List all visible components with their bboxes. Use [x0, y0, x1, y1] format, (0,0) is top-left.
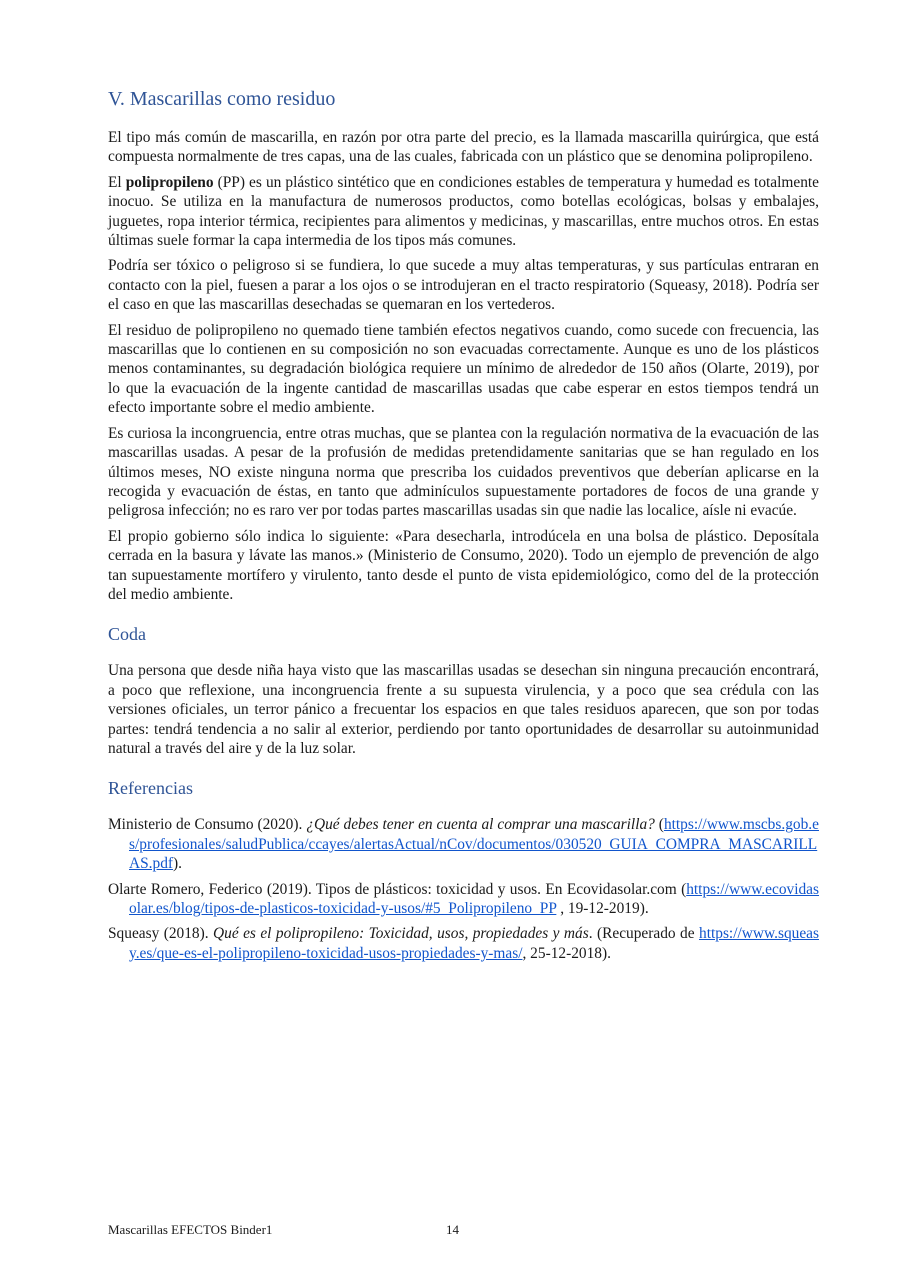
coda-paragraph: Una persona que desde niña haya visto que las mascarillas usadas se desechan sin ninguna precaución encontrará, a poco que reflexione, una incongruencia frente a su supuesta virulencia, y a poco que sea crédula con las versiones oficiales, un terror pánico a frecuentar los espacios en que tales residuos aparecen, que son por todas partes: tendrá tendencia a no salir al exterior, perdiendo por tanto oportunidades de desarrollar su autoinmunidad natural a través del aire y de la luz solar. — [108, 662, 819, 757]
section-title: V. Mascarillas como residuo — [108, 88, 336, 110]
coda-heading: Coda — [108, 624, 146, 645]
paragraph-2-prefix: El — [108, 173, 126, 191]
reference-punct: , 25-12-2018). — [522, 944, 611, 962]
reference-item — [108, 880, 819, 919]
paragraph-1: El tipo más común de mascarilla, en razón por otra parte del precio, es la llamada mascarilla quirúrgica, que está compuesta normalmente de tres capas, una de las cuales, fabricada con un plástico que se denomina polipropileno. — [108, 129, 819, 166]
footer-doc-name: Mascarillas EFECTOS Binder1 — [108, 1222, 273, 1237]
reference-author: Olarte Romero, Federico (2019). Tipos de plásticos: toxicidad y usos. En Ecovidasolar.com ( — [108, 880, 687, 898]
reference-link[interactable]: https://www.ecovidasolar.es/blog/tipos-de-plasticos-toxicidad-y-usos/#5_Polipropileno_PP — [129, 880, 819, 917]
paragraph-3: Podría ser tóxico o peligroso si se fundiera, lo que sucede a muy altas temperaturas, y sus partículas entraran en contacto con la piel, fuesen a parar a los ojos o se introdujeran en el tracto respiratorio (Squeasy, 2018). Podría ser el caso en que las mascarillas desechadas se quemaran en los vertederos. — [108, 257, 819, 314]
reference-item — [108, 924, 819, 963]
footer-page-number: 14 — [446, 1222, 459, 1237]
reference-author: Ministerio de Consumo (2020). — [108, 816, 307, 834]
references-heading: Referencias — [108, 778, 193, 799]
reference-title: Qué es el polipropileno: Toxicidad, usos, propiedades y más — [213, 925, 589, 943]
reference-punct: . (Recuperado de — [588, 925, 699, 943]
reference-item — [108, 815, 819, 873]
reference-punct: ( — [654, 816, 664, 834]
paragraph-5: Es curiosa la incongruencia, entre otras muchas, que se plantea con la regulación normativa de la evacuación de las mascarillas usadas. A pesar de la profusión de medidas pretendidamente sanitarias que se han regulado en los últimos meses, NO existe ninguna norma que prescriba los cuidados preventivos que deberían aplicarse en la recogida y evacuación de éstas, en tanto que adminículos supuestamente portadores de focos de una grande y peligrosa infección; no es raro ver por todas partes mascarillas usadas sin que nadie las localice, aísle ni evacúe. — [108, 424, 819, 520]
reference-link[interactable]: https://www.mscbs.gob.es/profesionales/saludPublica/ccayes/alertasActual/nCov/documentos/030520_GUIA_COMPRA_MASCARILLAS.pdf — [129, 816, 819, 873]
reference-punct: ). — [173, 855, 183, 873]
reference-punct: , 19-12-2019). — [556, 900, 649, 917]
paragraph-2 — [108, 173, 819, 251]
reference-title: ¿Qué debes tener en cuenta al comprar una mascarilla? — [306, 816, 655, 834]
document-page — [108, 86, 819, 969]
reference-link[interactable]: https://www.squeasy.es/que-es-el-polipropileno-toxicidad-usos-propiedades-y-mas/ — [129, 925, 819, 962]
paragraph-4: El residuo de polipropileno no quemado tiene también efectos negativos cuando, como sucede con frecuencia, las mascarillas que lo contienen en su composición no son evacuadas correctamente. Aunque es uno de los plásticos menos contaminantes, su degradación biológica requiere un mínimo de alrededor de 150 años (Olarte, 2019), por lo que la evacuación de la ingente cantidad de mascarillas usadas que cabe esperar en estos tiempos tendrá un efecto importante sobre el medio ambiente. — [108, 321, 819, 417]
paragraph-6: El propio gobierno sólo indica lo siguiente: «Para desecharla, introdúcela en una bolsa de plástico. Deposítala cerrada en la basura y lávate las manos.» (Ministerio de Consumo, 2020). Todo un ejemplo de prevención de algo tan supuestamente mortífero y virulento, tanto desde el punto de vista epidemiológico, como del de la protección del medio ambiente. — [108, 527, 819, 603]
paragraph-2-rest: (PP) es un plástico sintético que en condiciones estables de temperatura y humedad es totalmente inocuo. Se utiliza en la manufactura de numerosos productos, como botellas ecológicas, bolsas y embalajes, juguetes, ropa interior térmica, recipientes para alimentos y medicinas, y mascarillas, entre muchos otros. En estas últimas suele formar la capa intermedia de los tipos más comunes. — [108, 173, 819, 250]
reference-author: Squeasy (2018). — [108, 925, 214, 943]
bold-term-polipropileno: polipropileno — [125, 173, 214, 191]
